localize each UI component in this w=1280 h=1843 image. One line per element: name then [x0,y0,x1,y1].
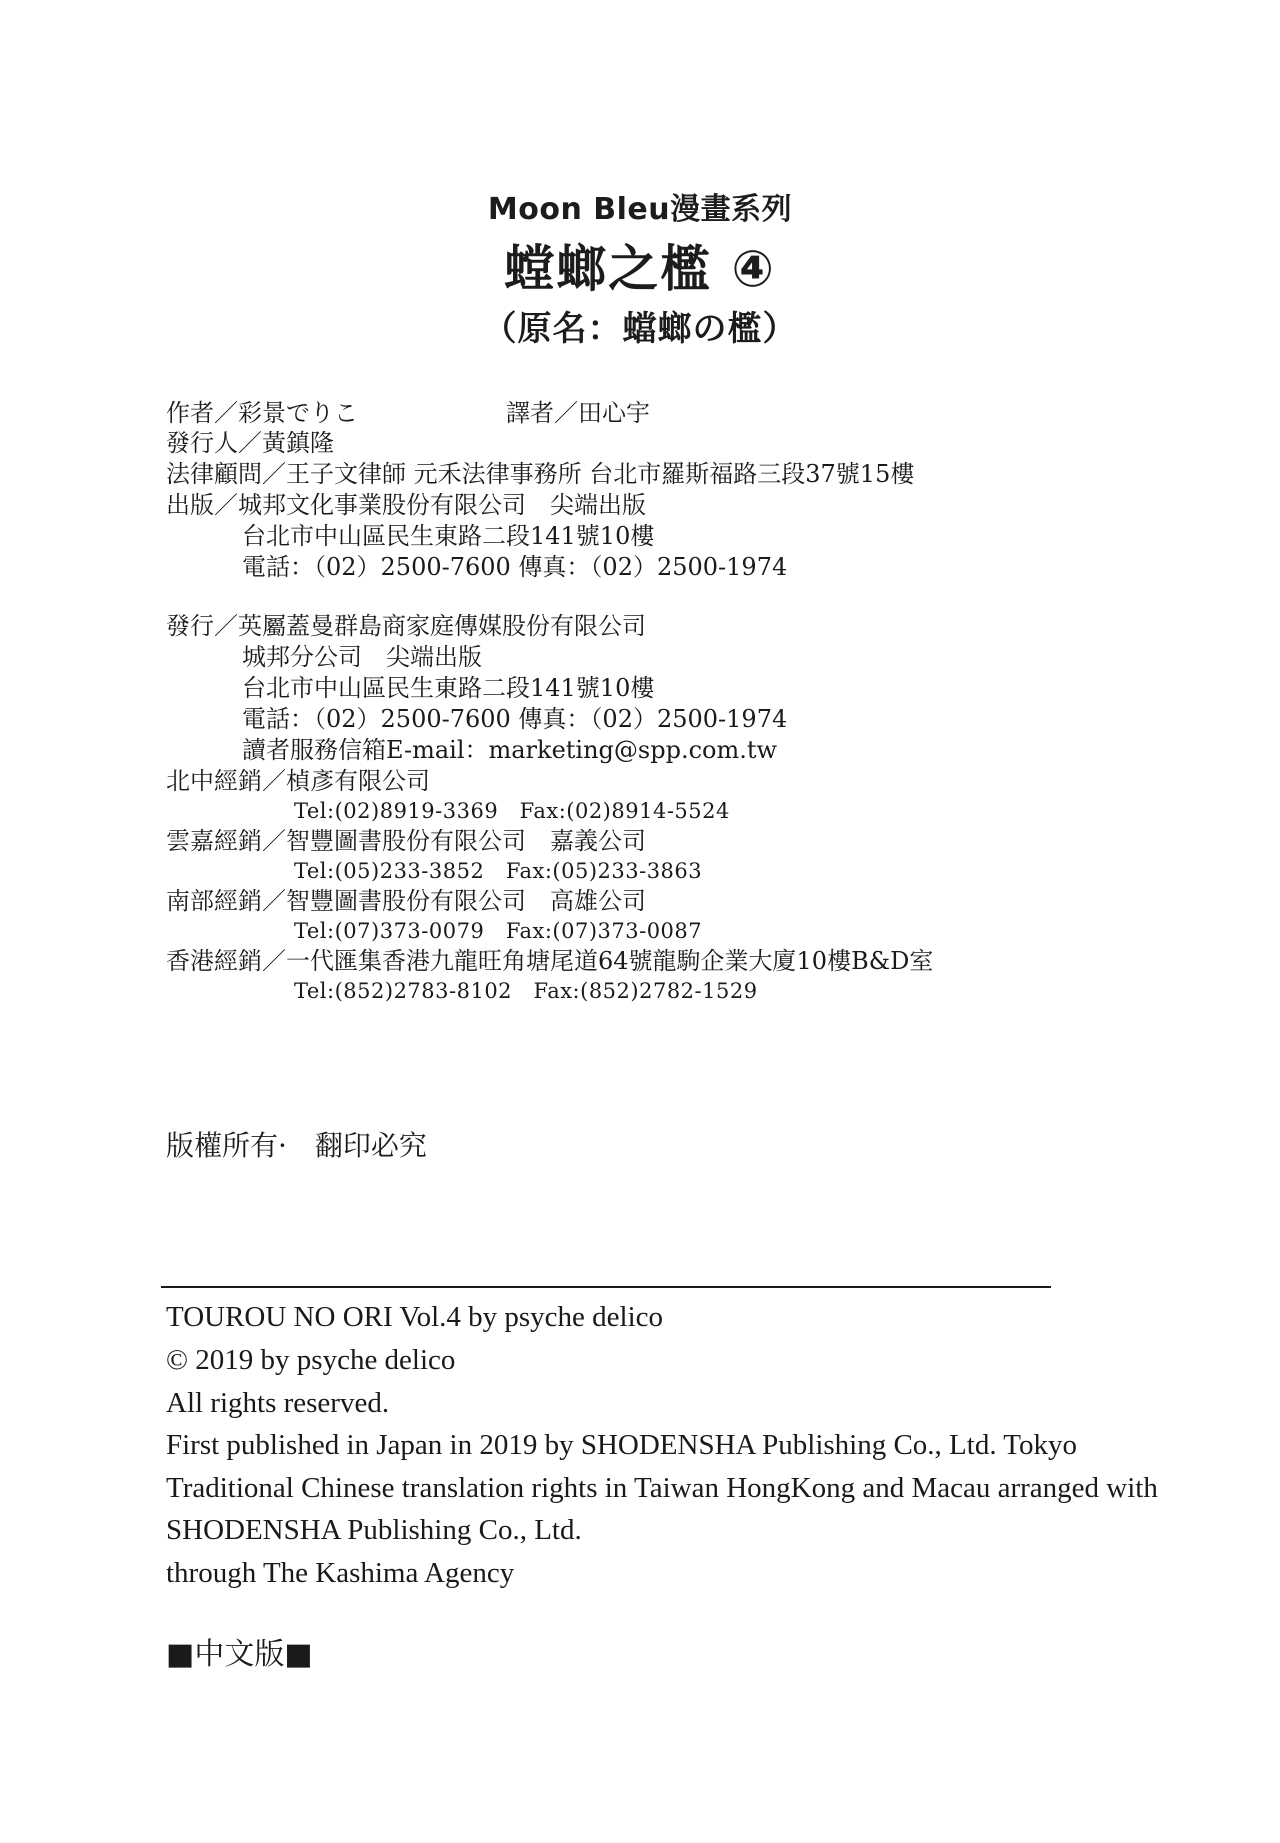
author-credit: 作者／彩景でりこ [166,399,358,427]
rights-notice: 版權所有· 翻印必究 [166,1129,427,1162]
english-title-line: TOUROU NO ORI Vol.4 by psyche delico [166,1301,664,1333]
series-name: Moon Bleu漫畫系列 [487,192,793,227]
copyright-line: © 2019 by psyche delico [166,1344,456,1376]
rights-reserved-line: All rights reserved. [166,1387,390,1419]
first-published-line: First published in Japan in 2019 by SHODENSHA Publishing Co., Ltd. Tokyo [166,1429,1077,1461]
distributor: 發行／英屬蓋曼群島商家庭傳媒股份有限公司 [166,612,646,640]
edition-label: ■中文版■ [166,1637,313,1672]
south-distributor-tel: Tel:(07)373-0079 Fax:(07)373-0087 [294,919,703,943]
translator-credit: 譯者／田心宇 [506,399,650,427]
publisher-phone: 電話：（02）2500-7600 傳真：（02）2500-1974 [242,553,788,581]
publisher: 出版／城邦文化事業股份有限公司 尖端出版 [166,491,646,519]
agency-line: through The Kashima Agency [166,1557,515,1589]
publisher-line: SHODENSHA Publishing Co., Ltd. [166,1514,582,1546]
publisher-address: 台北市中山區民生東路二段141號10樓 [242,522,655,550]
distributor-email: 讀者服務信箱E-mail：marketing@spp.com.tw [242,736,778,764]
legal-counsel: 法律顧問／王子文律師 元禾法律事務所 台北市羅斯福路三段37號15樓 [166,460,915,488]
publisher-person: 發行人／黃鎮隆 [166,429,334,457]
north-distributor-tel: Tel:(02)8919-3369 Fax:(02)8914-5524 [294,799,730,823]
hk-distributor-tel: Tel:(852)2783-8102 Fax:(852)2782-1529 [294,979,758,1003]
distributor-address: 台北市中山區民生東路二段141號10樓 [242,674,655,702]
translation-rights-line: Traditional Chinese translation rights in Taiwan HongKong and Macau arranged with [166,1472,1158,1504]
distributor-branch: 城邦分公司 尖端出版 [242,643,482,671]
original-title: （原名：蟷螂の檻） [482,309,798,349]
chiayi-distributor: 雲嘉經銷／智豐圖書股份有限公司 嘉義公司 [166,827,646,855]
divider-line [161,1286,1051,1288]
hk-distributor: 香港經銷／一代匯集香港九龍旺角塘尾道64號龍駒企業大廈10樓B&D室 [166,947,934,975]
north-distributor: 北中經銷／楨彥有限公司 [166,767,430,795]
south-distributor: 南部經銷／智豐圖書股份有限公司 高雄公司 [166,887,646,915]
distributor-phone: 電話：（02）2500-7600 傳真：（02）2500-1974 [242,705,788,733]
book-title: 螳螂之檻 ④ [504,240,776,298]
chiayi-distributor-tel: Tel:(05)233-3852 Fax:(05)233-3863 [294,859,703,883]
